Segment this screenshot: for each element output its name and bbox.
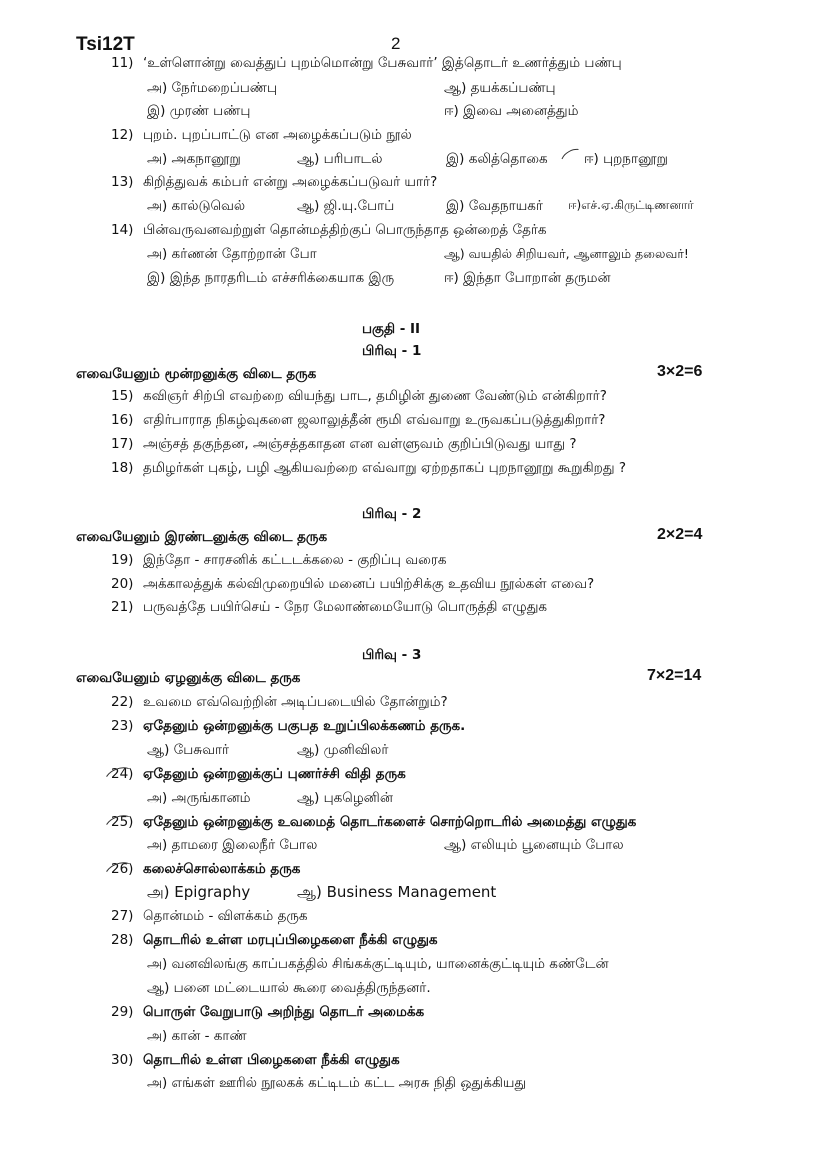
q12-text: புறம். புறப்பாட்டு என அழைக்கப்படும் நூல் (143, 127, 412, 143)
q14-text: பின்வருவனவற்றுள் தொன்மத்திற்குப் பொருந்தாத ஒன்றைத் தேர்க (143, 222, 547, 238)
q11-text: ‘உள்ளொன்று வைத்துப் புறம்மொன்று பேசுவார்’ இத்தொடர் உணர்த்தும் பண்பு (143, 55, 622, 71)
q21-number: 21) (111, 599, 134, 615)
q17-number: 17) (111, 436, 134, 452)
q30-number: 30) (111, 1052, 134, 1068)
section-1-instruction: எவையேனும் மூன்றனுக்கு விடை தருக (76, 366, 317, 382)
q23-option-b: ஆ) முனிவிலர் (297, 742, 389, 758)
q11-number: 11) (111, 55, 134, 71)
q28-line-a: அ) வனவிலங்கு காப்பகத்தில் சிங்கக்குட்டியும், யானைக்குட்டியும் கண்டேன் (147, 956, 609, 972)
q26-option-a: அ) Epigraphy (147, 883, 251, 901)
section-3-title: பிரிவு - 3 (362, 647, 422, 663)
q26-option-b: ஆ) Business Management (297, 883, 497, 901)
q19-number: 19) (111, 552, 134, 568)
page-number: 2 (391, 34, 401, 53)
q11-option-a: அ) நேர்மறைப்பண்பு (147, 80, 278, 96)
q13-option-b: ஆ) ஜி.யு.போப் (297, 198, 395, 214)
q15-text: கவிஞர் சிற்பி எவற்றை வியந்து பாட, தமிழின் துணை வேண்டும் என்கிறார்? (143, 388, 607, 404)
q20-text: அக்காலத்துக் கல்விமுறையில் மனைப் பயிற்சிக்கு உதவிய நூல்கள் எவை? (143, 576, 595, 592)
q29-line-a: அ) கான் - காண் (147, 1028, 247, 1044)
q23-option-a: ஆ) பேசுவார் (147, 742, 230, 758)
q24-text: ஏதேனும் ஒன்றனுக்குப் புணர்ச்சி விதி தருக (143, 766, 406, 782)
q20-number: 20) (111, 576, 134, 592)
q18-number: 18) (111, 460, 134, 476)
q11-option-d: ஈ) இவை அனைத்தும் (444, 103, 579, 119)
q29-text: பொருள் வேறுபாடு அறிந்து தொடர் அமைக்க (143, 1004, 425, 1020)
q16-text: எதிர்பாராத நிகழ்வுகளை ஜலாலுத்தீன் ரூமி எவ்வாறு உருவகப்படுத்துகிறார்? (143, 412, 606, 428)
q14-number: 14) (111, 222, 134, 238)
q25-option-b: ஆ) எலியும் பூனையும் போல (444, 837, 624, 853)
q22-text: உவமை எவ்வெற்றின் அடிப்படையில் தோன்றும்? (143, 694, 448, 710)
q11-option-b: ஆ) தயக்கப்பண்பு (444, 80, 556, 96)
q12-number: 12) (111, 127, 134, 143)
q15-number: 15) (111, 388, 134, 404)
section-3-instruction: எவையேனும் ஏழனுக்கு விடை தருக (76, 670, 301, 686)
q13-option-a: அ) கால்டுவெல் (147, 198, 246, 214)
q21-text: பருவத்தே பயிர்செய் - நேர மேலாண்மையோடு பொருத்தி எழுதுக (143, 599, 548, 615)
q11-option-c: இ) முரண் பண்பு (147, 103, 251, 119)
q13-text: கிறித்துவக் கம்பர் என்று அழைக்கப்படுவர் யார்? (143, 174, 438, 190)
q12-option-a: அ) அகநானூறு (147, 151, 241, 167)
q30-line-a: அ) எங்கள் ஊரில் நூலகக் கட்டிடம் கட்ட அரசு நிதி ஒதுக்கியது (147, 1075, 527, 1091)
q16-number: 16) (111, 412, 134, 428)
q28-text: தொடரில் உள்ள மரபுப்பிழைகளை நீக்கி எழுதுக (143, 932, 438, 948)
q27-number: 27) (111, 908, 134, 924)
q18-text: தமிழர்கள் புகழ், பழி ஆகியவற்றை எவ்வாறு ஏற்றதாகப் புறநானூறு கூறுகிறது ? (143, 460, 627, 476)
q23-number: 23) (111, 718, 134, 734)
q22-number: 22) (111, 694, 134, 710)
q25-text: ஏதேனும் ஒன்றனுக்கு உவமைத் தொடர்களைச் சொற்றொடரில் அமைத்து எழுதுக (143, 814, 637, 830)
q26-number: 26) (111, 861, 134, 877)
q13-number: 13) (111, 174, 134, 190)
section-2-marks: 2×2=4 (657, 526, 703, 543)
q24-option-b: ஆ) புகழெனின் (297, 790, 393, 806)
q19-text: இந்தோ - சாரசனிக் கட்டடக்கலை - குறிப்பு வரைக (143, 552, 447, 568)
q27-text: தொன்மம் - விளக்கம் தருக (143, 908, 308, 924)
section-2-title: பிரிவு - 2 (362, 506, 422, 522)
q24-number: 24) (111, 766, 134, 782)
section-1-title: பிரிவு - 1 (362, 343, 422, 359)
q14-option-d: ஈ) இந்தா போறான் தருமன் (444, 270, 611, 286)
pen-mark (557, 145, 589, 174)
paper-code: Tsi12T (76, 34, 135, 55)
section-2-instruction: எவையேனும் இரண்டனுக்கு விடை தருக (76, 529, 328, 545)
section-1-marks: 3×2=6 (657, 363, 703, 380)
q24-option-a: அ) அருங்கானம் (147, 790, 251, 806)
q30-text: தொடரில் உள்ள பிழைகளை நீக்கி எழுதுக (143, 1052, 400, 1068)
q17-text: அஞ்சத் தகுந்தன, அஞ்சத்தகாதன என வள்ளுவம் குறிப்பிடுவது யாது ? (143, 436, 577, 452)
q12-option-c: இ) கலித்தொகை (446, 151, 548, 167)
q12-option-d: ஈ) புறநானூறு (584, 151, 668, 167)
q25-option-a: அ) தாமரை இலைநீர் போல (147, 837, 318, 853)
q28-number: 28) (111, 932, 134, 948)
q14-option-c: இ) இந்த நாரதரிடம் எச்சரிக்கையாக இரு (147, 270, 395, 286)
q12-option-b: ஆ) பரிபாடல் (297, 151, 383, 167)
q13-option-c: இ) வேதநாயகர் (446, 198, 543, 214)
q26-text: கலைச்சொல்லாக்கம் தருக (143, 861, 301, 877)
section-3-marks: 7×2=14 (647, 667, 702, 684)
q28-line-b: ஆ) பனை மட்டையால் கூரை வைத்திருந்தனர். (147, 980, 431, 996)
part-two-title: பகுதி - II (362, 321, 421, 337)
q29-number: 29) (111, 1004, 134, 1020)
q14-option-b: ஆ) வயதில் சிறியவர், ஆனாலும் தலைவர்! (444, 246, 689, 261)
q13-option-d: ஈ)எச்.ஏ.கிருட்டிணனார் (568, 198, 694, 212)
q23-text: ஏதேனும் ஒன்றனுக்கு பகுபத உறுப்பிலக்கணம் தருக. (143, 718, 466, 734)
q25-number: 25) (111, 814, 134, 830)
q14-option-a: அ) கர்ணன் தோற்றான் போ (147, 246, 317, 262)
